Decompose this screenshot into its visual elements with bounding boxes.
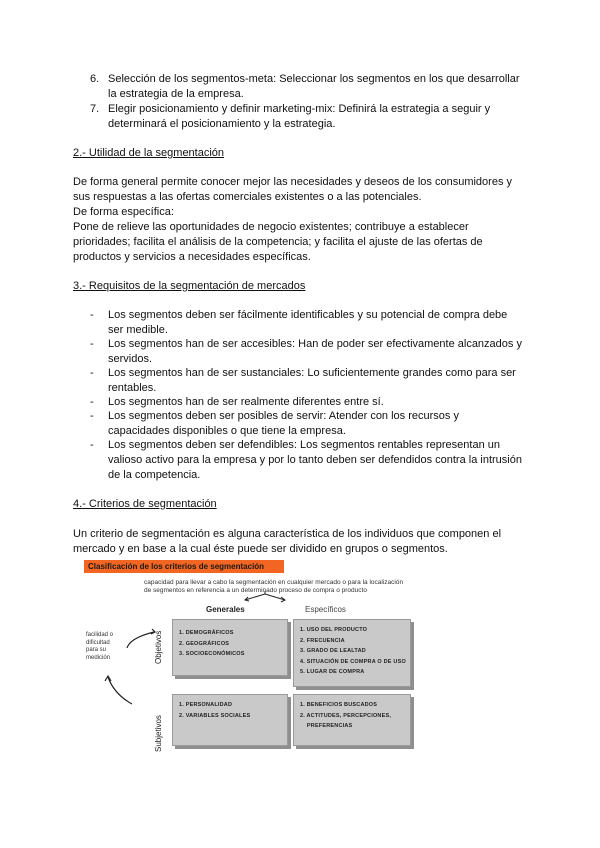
criterion-item: 5. LUGAR DE COMPRA [300, 669, 365, 675]
bullet-text: Los segmentos han de ser sustanciales: Lo suficientemente grandes como para ser [108, 367, 516, 379]
bullet-text: ser medible. [108, 324, 168, 336]
bullet-text: servidos. [108, 353, 153, 365]
segmentation-criteria-figure [80, 560, 440, 770]
section-heading: 4.- Criterios de segmentación [73, 498, 217, 510]
list-text: la estrategia de la empresa. [108, 88, 244, 100]
left-curve-arrow-bottom [108, 677, 132, 704]
criterion-item: 4. SITUACIÓN DE COMPRA O DE USO [300, 658, 406, 665]
section-heading: 2.- Utilidad de la segmentación [73, 147, 225, 159]
row-label-subjetivos: Subjetivos [154, 715, 163, 752]
paragraph-line: De forma general permite conocer mejor las necesidades y deseos de los consumidores y [73, 176, 512, 188]
left-note-line: facilidad o [86, 632, 114, 638]
list-number: 7. [90, 103, 100, 115]
criterion-item: 2. ACTITUDES, PERCEPCIONES, [300, 712, 392, 719]
box-objetivos-especificos [293, 619, 411, 687]
criterion-item: 3. SOCIOECONÓMICOS [179, 651, 245, 657]
box-objetivos-generales [172, 619, 288, 676]
bullet-text: Los segmentos deben ser defendibles: Los segmentos rentables representan un [108, 439, 500, 451]
paragraph-line: mercado y en base a la cual éste puede ser dividido en grupos o segmentos. [73, 543, 448, 555]
bullet-dash: - [90, 396, 94, 408]
box-subjetivos-especificos [293, 694, 411, 746]
left-note [86, 632, 113, 662]
bullet-dash: - [90, 309, 94, 321]
bullet-dash: - [90, 410, 94, 422]
column-header-generales: Generales [206, 605, 245, 614]
section-heading: 3.- Requisitos de la segmentación de mercados [73, 280, 306, 292]
left-note-line: medición [86, 654, 111, 661]
bullet-text: Los segmentos deben ser fácilmente identificables y su potencial de compra debe [108, 309, 508, 321]
paragraph-line: De forma específica: [73, 206, 174, 218]
criterion-item: 2. FRECUENCIA [300, 637, 345, 644]
criterion-item: 1. DEMOGRÁFICOS [179, 630, 234, 636]
bullet-text: rentables. [108, 382, 157, 394]
bullet-text: capacidades disponibles o que tiene la empresa. [108, 425, 346, 437]
left-note-line: para su [86, 647, 107, 653]
bullet-text: de la competencia. [108, 469, 201, 481]
criterion-item: 1. USO DEL PRODUCTO [300, 627, 368, 633]
criterion-item: 1. BENEFICIOS BUSCADOS [300, 702, 378, 708]
caption-arrows-line [245, 594, 285, 600]
row-label-objetivos: Objetivos [154, 630, 163, 664]
criterion-item: 2. VARIABLES SOCIALES [179, 712, 251, 719]
paragraph-line: Pone de relieve las oportunidades de negocio existentes; contribuye a establecer [73, 221, 469, 233]
bullet-text: Los segmentos han de ser accesibles: Han de poder ser efectivamente alcanzados y [108, 338, 522, 350]
paragraph-line: productos y servicios a necesidades específicas. [73, 251, 311, 263]
bullet-dash: - [90, 367, 94, 379]
figure-caption-line: capacidad para llevar a cabo la segmentación en cualquier mercado o para la localización [144, 579, 404, 586]
criterion-item: PREFERENCIAS [300, 723, 353, 729]
paragraph-line: sus respuestas a las ofertas comerciales existentes o a las potenciales. [73, 191, 422, 203]
figure-caption-line: de segmentos en referencia a un determinado proceso de compra o producto [144, 587, 367, 594]
left-curve-arrow-top [127, 632, 154, 648]
left-note-line: dificultad [86, 639, 110, 646]
list-text: Elegir posicionamiento y definir marketing-mix: Definirá la estrategia a seguir y [108, 103, 491, 115]
bullet-text: Los segmentos han de ser realmente diferentes entre sí. [108, 396, 384, 408]
paragraph-line: Un criterio de segmentación es alguna característica de los individuos que componen el [73, 528, 502, 540]
criterion-item: 1. PERSONALIDAD [179, 702, 233, 708]
paragraph-line: prioridades; facilita el análisis de la competencia; y facilita el ajuste de las ofertas de [73, 236, 483, 248]
box-subjetivos-generales [172, 694, 288, 746]
bullet-text: valioso activo para la empresa y por lo tanto deben ser defendidos contra la intrusión [108, 454, 522, 466]
list-number: 6. [90, 73, 100, 85]
criterion-item: 3. GRADO DE LEALTAD [300, 648, 366, 654]
bullet-dash: - [90, 338, 94, 350]
figure-title: Clasificación de los criterios de segmentación [84, 560, 284, 573]
column-header-especificos: Específicos [305, 605, 346, 614]
list-text: Selección de los segmentos-meta: Seleccionar los segmentos en los que desarrollar [108, 73, 520, 85]
criterion-item: 2. GEOGRÁFICOS [179, 640, 230, 647]
list-text: determinará el posicionamiento y la estrategia. [108, 118, 336, 130]
bullet-text: Los segmentos deben ser posibles de servir: Atender con los recursos y [108, 410, 459, 422]
bullet-dash: - [90, 439, 94, 451]
